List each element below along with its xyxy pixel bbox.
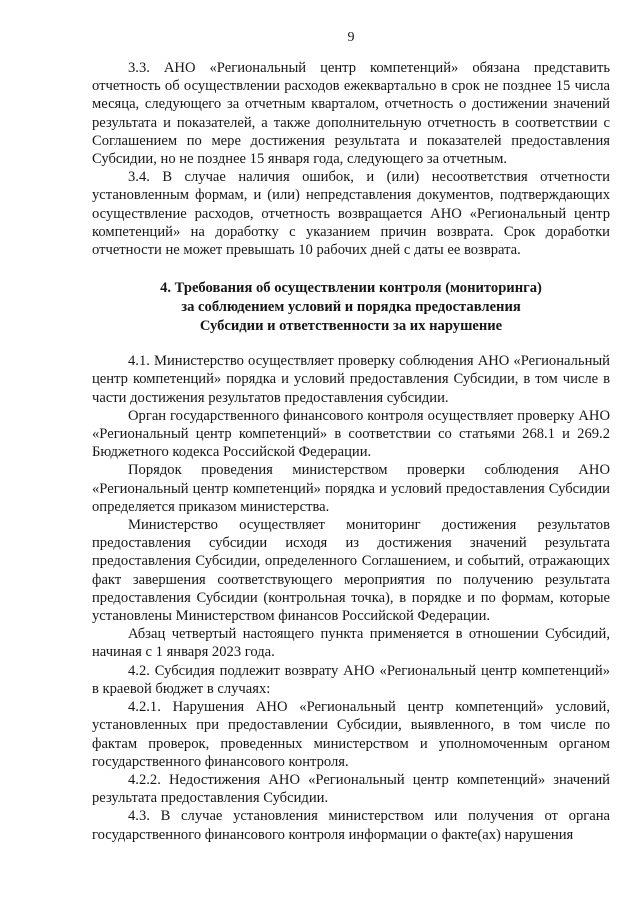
paragraph-4-3: 4.3. В случае установления министерством или получения от органа государственного финансового контроля информации о факте(ах) нарушения <box>92 808 610 843</box>
paragraph-3-4: 3.4. В случае наличия ошибок, и (или) несоответствия отчетности установленным формам, и (или) непредставления документов, подтверждающих осуществление расходов, отчетность возвращается АНО «Региональный центр компетенций» на доработку с указанием причин возврата. Срок доработки отчетности не может превышать 10 рабочих дней с даты ее возврата. <box>92 169 610 259</box>
section-4-heading <box>92 279 610 336</box>
paragraph-4-2-1: 4.2.1. Нарушения АНО «Региональный центр компетенций» условий, установленных при предоставлении Субсидии, выявленного, в том числе по фактам проверок, проведенных министерством и уполномоченным органом государственного финансового контроля. <box>92 699 610 770</box>
section-heading-line-2: за соблюдением условий и порядка предоставления <box>181 299 521 316</box>
paragraph-3-3: 3.3. АНО «Региональный центр компетенций» обязана представить отчетность об осуществлении расходов ежеквартально в срок не позднее 15 числа месяца, следующего за отчетным кварталом, отчетность о достижении значений результата и показателей, а также дополнительную отчетность в соответствии с Соглашением по мере достижения результата и показателей предоставления Субсидии, но не позднее 15 января года, следующего за отчетным. <box>92 60 610 168</box>
section-heading-line-1: 4. Требования об осуществлении контроля (мониторинга) <box>160 280 542 297</box>
paragraph-applicability: Абзац четвертый настоящего пункта применяется в отношении Субсидий, начиная с 1 января 2023 года. <box>92 626 610 661</box>
paragraph-4-1: 4.1. Министерство осуществляет проверку соблюдения АНО «Региональный центр компетенций» порядка и условий предоставления Субсидии, в том числе в части достижения результатов предоставления субсидии. <box>92 353 610 406</box>
page-number: 9 <box>347 30 355 45</box>
paragraph-inspection-order: Порядок проведения министерством проверки соблюдения АНО «Региональный центр компетенций» порядка и условий предоставления Субсидии определяется приказом министерства. <box>92 462 610 515</box>
paragraph-4-2: 4.2. Субсидия подлежит возврату АНО «Региональный центр компетенций» в краевой бюджет в случаях: <box>92 662 610 697</box>
paragraph-4-2-2: 4.2.2. Недостижения АНО «Региональный центр компетенций» значений результата предоставления Субсидии. <box>92 771 610 807</box>
paragraph-monitoring: Министерство осуществляет мониторинг достижения результатов предоставления субсидии исходя из достижения значений результата предоставления Субсидии, определенного Соглашением, и событий, отражающих факт завершения соответствующего мероприятия по получению результата предоставления Субсидии (контрольная точка), в порядке и по формам, которые установлены Министерством финансов Российской Федерации. <box>92 517 610 625</box>
document-page <box>92 30 610 844</box>
paragraph-financial-control: Орган государственного финансового контроля осуществляет проверку АНО «Региональный центр компетенций» в соответствии со статьями 268.1 и 269.2 Бюджетного кодекса Российской Федерации. <box>92 407 610 461</box>
section-heading-line-3: Субсидии и ответственности за их нарушение <box>199 318 503 335</box>
